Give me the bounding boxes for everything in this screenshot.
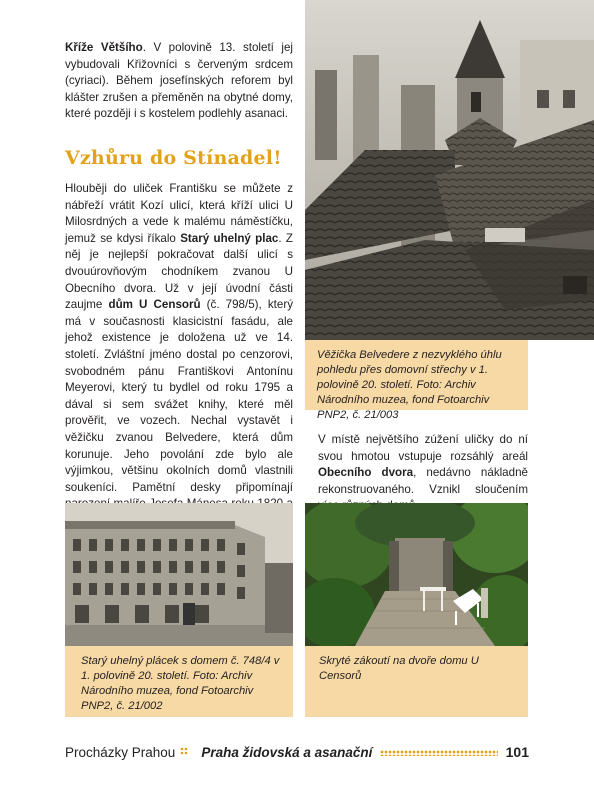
footer-separator-dots [175,745,197,760]
caption-uhelny-placek: Starý uhelný plácek s domem č. 748/4 v 1. polovině 20. století. Foto: Archiv Národního muzea, fond Fotoarchiv PNP2, č. 21/002 [65,646,293,717]
intro-run-1: . V polovině 13. století jej vybudovali Křižovníci s červeným srdcem (cyriaci). Během josefínských reforem byl klášter zrušen a přeměněn na obytné domy, které později i s kostelem podlehly asanaci. [65,41,293,121]
footer-book-title: Praha židovská a asanační [201,744,373,760]
left-column-main [65,181,293,546]
footer-series: Procházky Prahou [65,744,176,760]
stinadla-run-3: dům U Censorů [108,298,201,312]
paragraph-intro [65,40,293,123]
section-heading: Vzhůru do Stínadel! [65,147,282,169]
photo-belvedere-rooftops [305,0,594,340]
garden-illustration [305,503,528,646]
caption-courtyard: Skryté zákoutí na dvoře domu U Censorů [305,646,528,717]
photo-courtyard [305,503,528,646]
paragraph-stinadla [65,181,293,546]
rooftops-illustration [305,0,594,340]
page-number: 101 [505,744,529,760]
building-illustration [65,503,293,646]
stinadla-run-4: (č. 798/5), který má v současnosti klasicistní fasádu, ale jehož existence je doložena už ve 14. století. Zvláštní jméno dostal po cenzorovi, svobodném pánu Františkovi Antonínu Meyerovi, který tu bydlel od roku 1795 a dával si sem svážet knihy, které měl prověřit, ve vozech. Nechal vystavět i věžičku zvanou Belvedere, která dům korunuje. Jeho povolání zde bylo ale výjimkou, většinu okolních domů vlastnili soukeníci. Pamětní desky připomínají [65,298,293,494]
page-footer [65,743,529,761]
stinadla-run-0: Hlouběji do uliček Františku se můžete z nábřeží vrátit Kozí ulicí, která kříží ulici U Milosrdných a vede k malému náměstíčku, jemuž se kdysi říkalo [65,182,293,245]
stinadla-run-1: Starý uhelný plac [180,231,279,245]
left-column [65,40,293,123]
obecni-dvur-run-0: V místě největšího zúžení uličky do ní svou hmotou vstupuje rozsáhlý areál [318,433,528,463]
intro-run-0: Kříže Většího [65,41,143,54]
stinadla-run-2: . Z něj je nejlepší pokračovat další ulicí s dvouúrovňovým chodníkem zvanou U Obecního dvora. Už v její úvodní části zaujme [65,231,293,312]
caption-belvedere: Věžička Belvedere z nezvyklého úhlu pohledu přes domovní střechy v 1. polovině 20. století. Foto: Archiv Národního muzea, fond Fotoarchiv PNP2, č. 21/003 [305,340,528,410]
footer-dot-leader [380,750,497,756]
obecni-dvur-run-1: Obecního dvora [318,466,414,480]
obecni-dvur-run-2: , nedávno nákladně rekonstruovaného. Vznikl sloučením [318,466,528,496]
photo-uhelny-placek [65,503,293,646]
